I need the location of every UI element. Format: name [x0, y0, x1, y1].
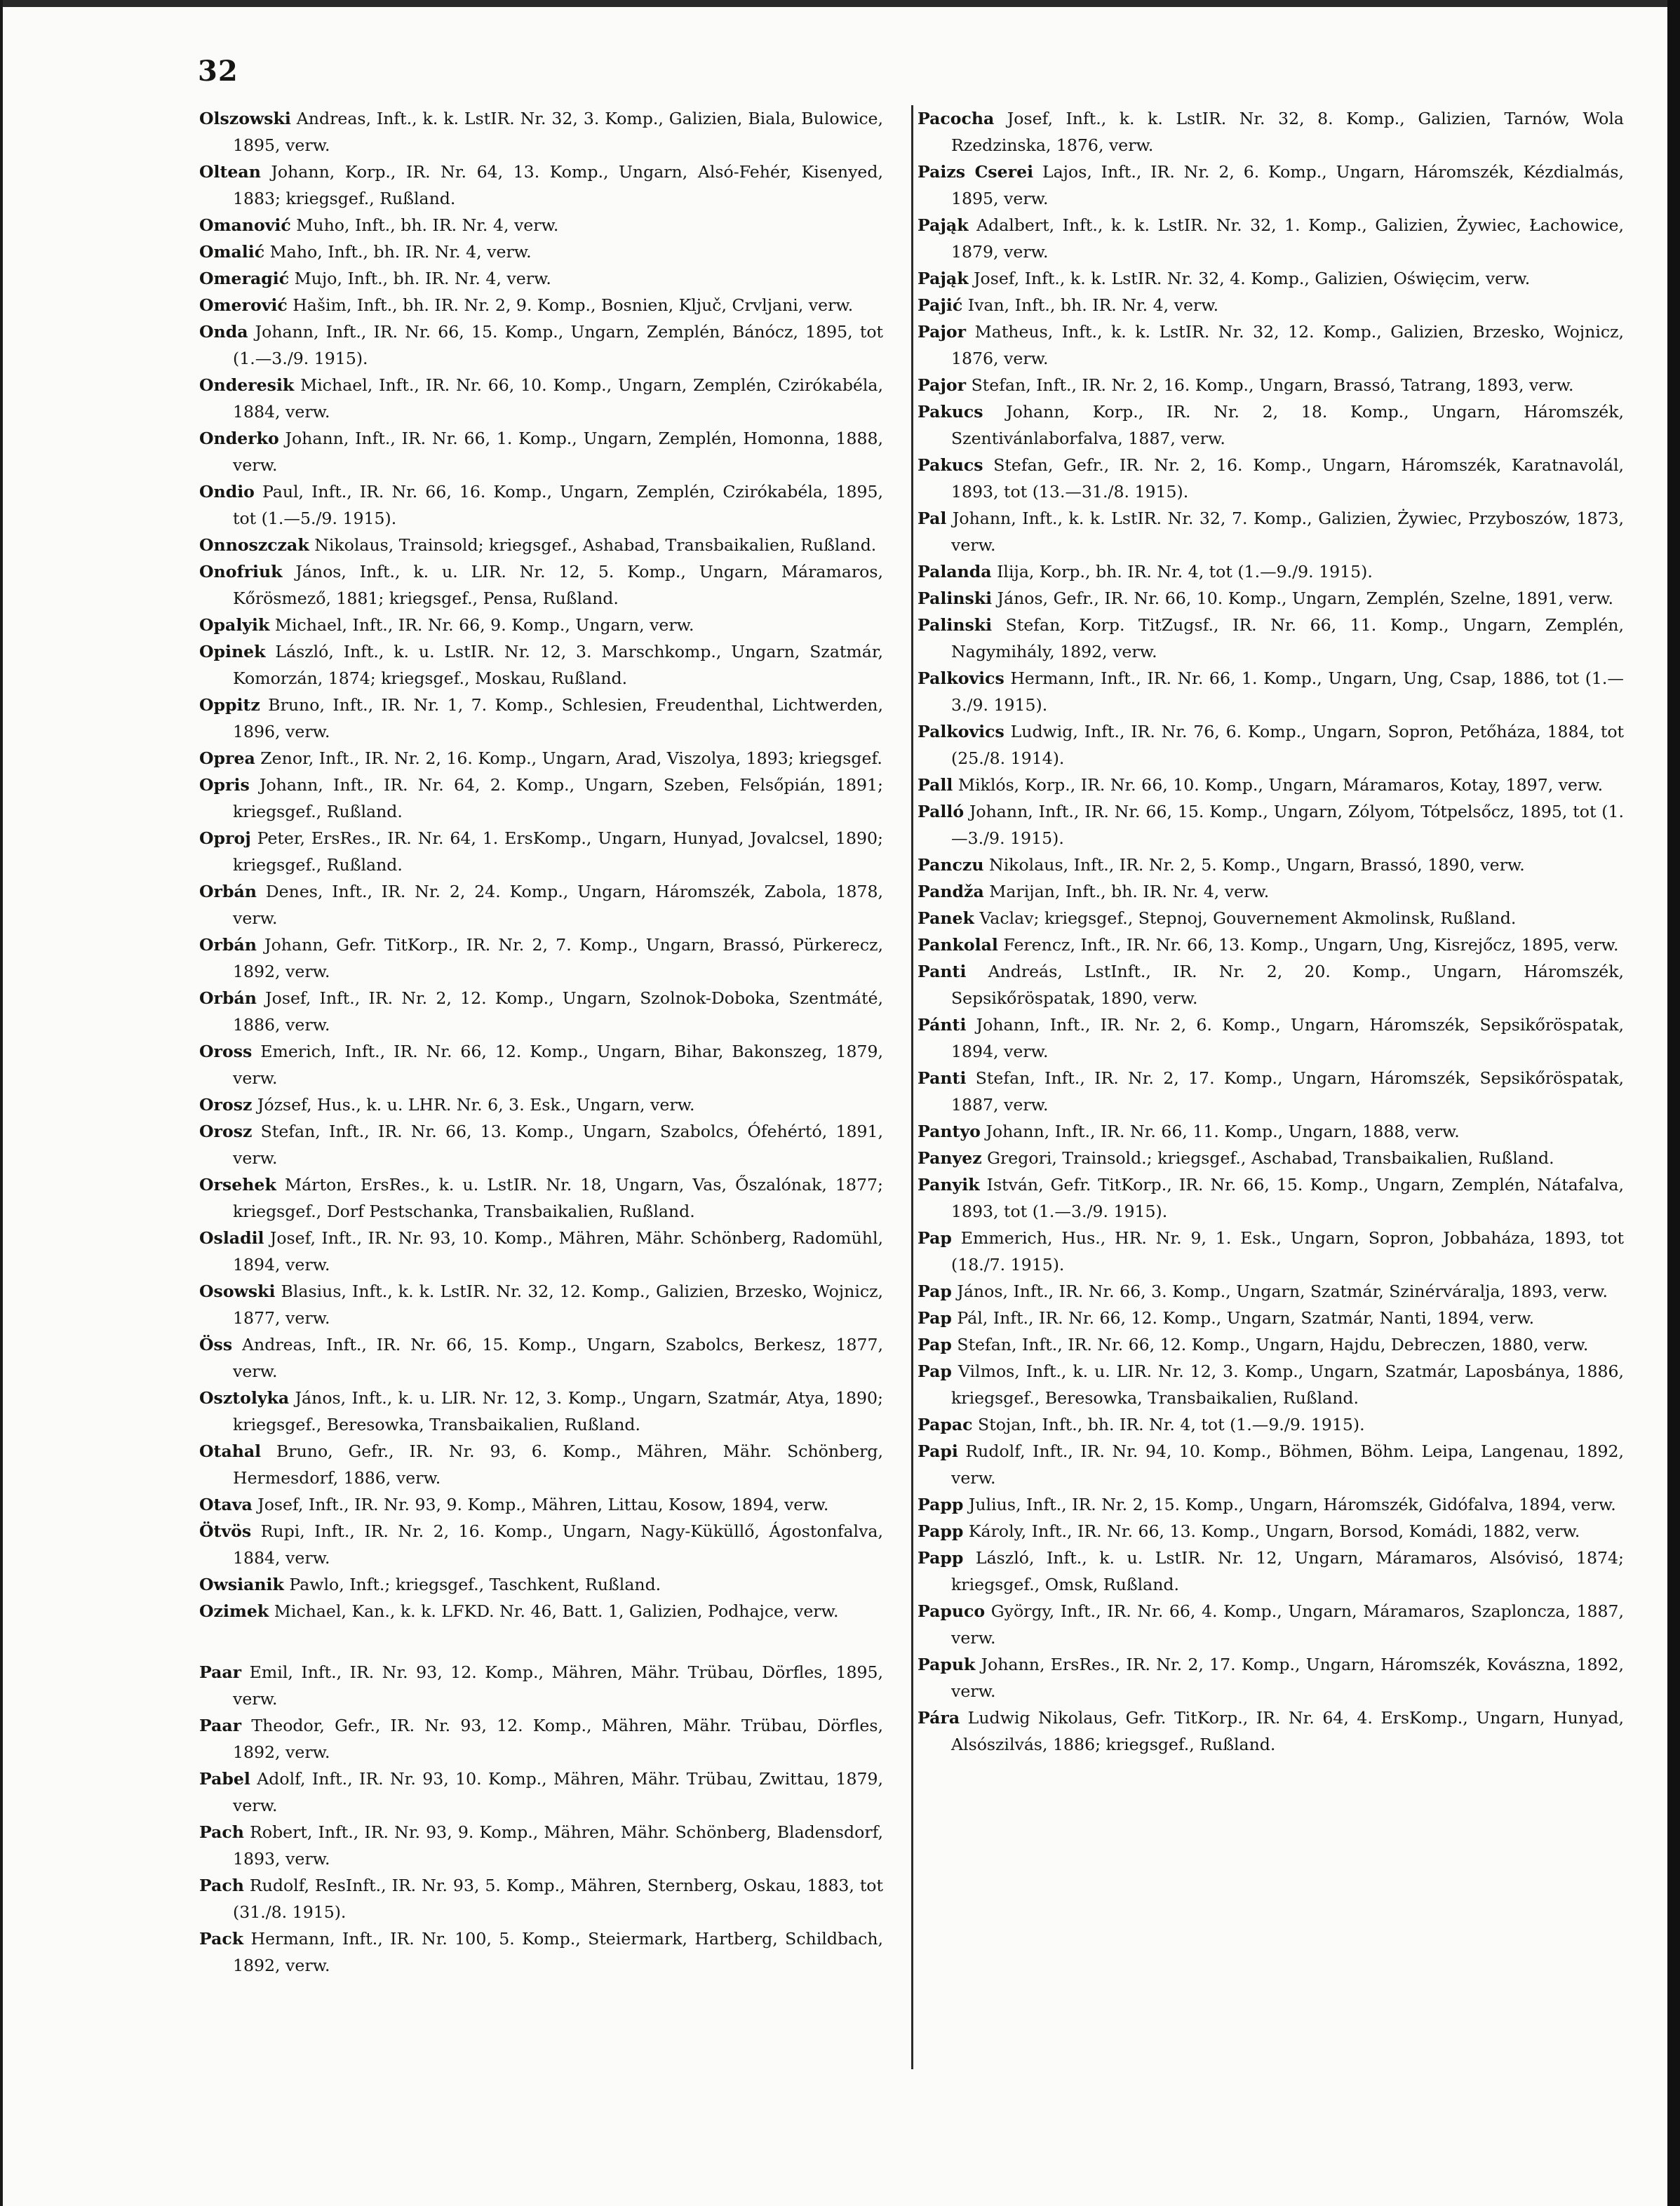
surname: Papp — [918, 1521, 964, 1541]
surname: Pajić — [918, 295, 963, 315]
casualty-entry — [918, 1225, 1624, 1278]
casualty-entry — [199, 638, 883, 692]
casualty-entry — [918, 159, 1624, 212]
surname: Omalić — [199, 242, 265, 262]
entry-details: Adalbert, Inft., k. k. LstIR. Nr. 32, 1. Komp., Galizien, Żywiec, Łachowice, 1879, verw. — [951, 215, 1624, 262]
casualty-entry — [918, 105, 1624, 159]
surname: Palinski — [918, 589, 993, 608]
entry-details: Vaclav; kriegsgef., Stepnoj, Gouvernement Akmolinsk, Rußland. — [979, 908, 1517, 928]
surname: Pajor — [918, 375, 967, 395]
casualty-entry — [199, 1278, 883, 1331]
surname: Oppitz — [199, 695, 260, 715]
entry-details: Márton, ErsRes., k. u. LstIR. Nr. 18, Ungarn, Vas, Őszalónak, 1877; kriegsgef., Dorf Pestschanka, Transbaikalien, Rußland. — [233, 1175, 884, 1221]
casualty-entry — [918, 1545, 1624, 1598]
casualty-entry — [918, 798, 1624, 852]
casualty-entry — [199, 878, 883, 932]
entry-details: Pál, Inft., IR. Nr. 66, 12. Komp., Ungarn, Szatmár, Nanti, 1894, verw. — [957, 1308, 1535, 1328]
surname: Pap — [918, 1228, 952, 1248]
casualty-entry — [199, 612, 883, 638]
casualty-entry — [918, 1305, 1624, 1331]
entry-details: Johann, Inft., IR. Nr. 64, 2. Komp., Ungarn, Szeben, Felsőpián, 1891; kriegsgef., Rußland. — [233, 775, 883, 821]
entry-details: Josef, Inft., k. k. LstIR. Nr. 32, 8. Komp., Galizien, Tarnów, Wola Rzedzinska, 1876, verw. — [951, 109, 1624, 155]
entry-details: Rudolf, ResInft., IR. Nr. 93, 5. Komp., Mähren, Sternberg, Oskau, 1883, tot (31./8. 1915). — [233, 1876, 883, 1922]
surname: Opalyik — [199, 615, 270, 635]
casualty-entry — [199, 265, 883, 292]
surname: Oltean — [199, 162, 261, 182]
entry-details: Johann, Inft., k. k. LstIR. Nr. 32, 7. Komp., Galizien, Żywiec, Przyboszów, 1873, verw. — [951, 509, 1625, 555]
entry-details: Josef, Inft., k. k. LstIR. Nr. 32, 4. Komp., Galizien, Oświęcim, verw. — [974, 269, 1531, 288]
surname: Opris — [199, 775, 250, 795]
entry-details: Hermann, Inft., IR. Nr. 66, 1. Komp., Ungarn, Ung, Csap, 1886, tot (1.—3./9. 1915). — [951, 668, 1624, 715]
casualty-entry — [199, 1518, 883, 1571]
casualty-entry — [918, 1518, 1624, 1545]
casualty-entry — [918, 1171, 1624, 1225]
casualty-entry — [199, 212, 883, 238]
surname: Papp — [918, 1548, 964, 1568]
surname: Panyez — [918, 1148, 982, 1168]
entry-details: János, Gefr., IR. Nr. 66, 10. Komp., Ungarn, Zemplén, Szelne, 1891, verw. — [997, 589, 1613, 608]
casualty-entry — [199, 1118, 883, 1171]
surname: Pánti — [918, 1015, 967, 1035]
casualty-entry — [199, 1385, 883, 1438]
entry-details: János, Inft., k. u. LIR. Nr. 12, 3. Komp., Ungarn, Szatmár, Atya, 1890; kriegsgef., Beresowka, Transbaikalien, Rußland. — [233, 1388, 883, 1434]
entry-details: Josef, Inft., IR. Nr. 93, 9. Komp., Mähren, Littau, Kosow, 1894, verw. — [257, 1495, 829, 1514]
casualty-entry — [918, 1411, 1624, 1438]
surname: Pal — [918, 509, 947, 528]
casualty-entry — [918, 878, 1624, 905]
surname: Osowski — [199, 1282, 276, 1301]
surname: Panek — [918, 908, 974, 928]
entry-details: Andreás, LstInft., IR. Nr. 2, 20. Komp., Ungarn, Háromszék, Sepsikőröspatak, 1890, verw. — [951, 962, 1625, 1008]
column-divider — [911, 105, 913, 2069]
surname: Pająk — [918, 269, 969, 288]
entry-details: Andreas, Inft., k. k. LstIR. Nr. 32, 3. Komp., Galizien, Biala, Bulowice, 1895, verw. — [233, 109, 883, 155]
entry-details: Stefan, Gefr., IR. Nr. 2, 16. Komp., Ungarn, Háromszék, Karatnavolál, 1893, tot (13.—31./8. 1915). — [951, 455, 1625, 502]
surname: Onda — [199, 322, 248, 342]
entry-details: Bruno, Inft., IR. Nr. 1, 7. Komp., Schlesien, Freudenthal, Lichtwerden, 1896, verw. — [233, 695, 884, 741]
casualty-entry — [199, 1225, 883, 1278]
casualty-entry — [199, 1598, 883, 1625]
casualty-entry — [199, 745, 883, 772]
casualty-entry — [199, 1331, 883, 1385]
entry-details: Pawlo, Inft.; kriegsgef., Taschkent, Rußland. — [289, 1575, 661, 1594]
scan-top-edge — [0, 0, 1680, 7]
surname: Paizs Cserei — [918, 162, 1034, 182]
casualty-entry — [918, 372, 1624, 398]
surname: Pandža — [918, 882, 984, 901]
surname: Onderko — [199, 429, 279, 448]
surname: Onderesik — [199, 375, 295, 395]
casualty-entry — [918, 1704, 1624, 1758]
entry-details: Ilija, Korp., bh. IR. Nr. 4, tot (1.—9./9. 1915). — [997, 562, 1373, 581]
casualty-entry — [918, 318, 1624, 372]
entry-details: Stojan, Inft., bh. IR. Nr. 4, tot (1.—9./9. 1915). — [978, 1415, 1365, 1434]
surname: Pára — [918, 1708, 960, 1728]
casualty-entry — [199, 558, 883, 612]
casualty-entry — [918, 212, 1624, 265]
surname: Pająk — [918, 215, 969, 235]
casualty-entry — [199, 1712, 883, 1766]
surname: Ötvös — [199, 1521, 252, 1541]
casualty-entry — [918, 1358, 1624, 1411]
entry-details: Johann, Korp., IR. Nr. 2, 18. Komp., Ungarn, Háromszék, Szentivánlaborfalva, 1887, verw. — [951, 402, 1625, 448]
surname: Pap — [918, 1335, 952, 1354]
surname: Pakucs — [918, 455, 983, 475]
entry-details: János, Inft., IR. Nr. 66, 3. Komp., Ungarn, Szatmár, Szinérváralja, 1893, verw. — [957, 1282, 1608, 1301]
surname: Owsianik — [199, 1575, 284, 1594]
entry-details: Stefan, Inft., IR. Nr. 66, 12. Komp., Ungarn, Hajdu, Debreczen, 1880, verw. — [957, 1335, 1589, 1354]
surname: Onofriuk — [199, 562, 283, 581]
entry-details: Ludwig, Inft., IR. Nr. 76, 6. Komp., Ungarn, Sopron, Petőháza, 1884, tot (25./8. 1914). — [951, 722, 1625, 768]
casualty-entry — [918, 1145, 1624, 1171]
entry-details: Johann, Inft., IR. Nr. 66, 15. Komp., Ungarn, Zemplén, Bánócz, 1895, tot (1.—3./9. 1915). — [233, 322, 884, 368]
casualty-entry — [918, 1491, 1624, 1518]
entry-details: György, Inft., IR. Nr. 66, 4. Komp., Ungarn, Máramaros, Szaploncza, 1887, verw. — [951, 1601, 1625, 1648]
casualty-entry — [199, 772, 883, 825]
casualty-entry — [918, 718, 1624, 772]
entry-details: Julius, Inft., IR. Nr. 2, 15. Komp., Ungarn, Háromszék, Gidófalva, 1894, verw. — [968, 1495, 1616, 1514]
surname: Panti — [918, 962, 967, 981]
entry-details: Miklós, Korp., IR. Nr. 66, 10. Komp., Ungarn, Máramaros, Kotay, 1897, verw. — [957, 775, 1604, 795]
casualty-entry — [199, 159, 883, 212]
surname: Papuk — [918, 1655, 976, 1674]
surname: Papi — [918, 1441, 958, 1461]
entry-details: Hašim, Inft., bh. IR. Nr. 2, 9. Komp., Bosnien, Ključ, Crvljani, verw. — [293, 295, 854, 315]
casualty-entry — [918, 612, 1624, 665]
surname: Panczu — [918, 855, 984, 875]
surname: Opinek — [199, 642, 266, 661]
surname: Onnoszczak — [199, 535, 309, 555]
surname: Pajor — [918, 322, 967, 342]
surname: Orbán — [199, 988, 257, 1008]
entry-details: Stefan, Inft., IR. Nr. 66, 13. Komp., Ungarn, Szabolcs, Ófehértó, 1891, verw. — [233, 1122, 883, 1168]
casualty-entry — [918, 852, 1624, 878]
entry-details: Marijan, Inft., bh. IR. Nr. 4, verw. — [989, 882, 1270, 901]
surname: Pach — [199, 1822, 244, 1842]
entry-details: Andreas, Inft., IR. Nr. 66, 15. Komp., Ungarn, Szabolcs, Berkesz, 1877, verw. — [233, 1335, 883, 1381]
surname: Ozimek — [199, 1601, 269, 1621]
casualty-entry — [918, 265, 1624, 292]
casualty-entry — [918, 772, 1624, 798]
casualty-entry — [199, 1819, 883, 1872]
surname: Omanović — [199, 215, 291, 235]
entry-details: Emmerich, Hus., HR. Nr. 9, 1. Esk., Ungarn, Sopron, Jobbaháza, 1893, tot (18./7. 1915). — [951, 1228, 1624, 1274]
entry-details: Ludwig Nikolaus, Gefr. TitKorp., IR. Nr. 64, 4. ErsKomp., Ungarn, Hunyad, Alsószilvás, 1886; kriegsgef., Rußland. — [951, 1708, 1624, 1754]
casualty-entry — [918, 1011, 1624, 1065]
surname: Otahal — [199, 1441, 262, 1461]
entry-details: Michael, Inft., IR. Nr. 66, 10. Komp., Ungarn, Zemplén, Czirókabéla, 1884, verw. — [233, 375, 884, 422]
entry-details: László, Inft., k. u. LstIR. Nr. 12, 3. Marschkomp., Ungarn, Szatmár, Komorzán, 1874; kriegsgef., Moskau, Rußland. — [233, 642, 883, 688]
surname: Pakucs — [918, 402, 983, 422]
surname: Papuco — [918, 1601, 986, 1621]
surname: Paar — [199, 1716, 242, 1735]
entry-details: Johann, Inft., IR. Nr. 66, 15. Komp., Ungarn, Zólyom, Tótpelsőcz, 1895, tot (1.—3./9. 1915). — [951, 802, 1625, 848]
casualty-entry — [199, 825, 883, 878]
casualty-entry — [199, 1571, 883, 1598]
surname: Omerović — [199, 295, 288, 315]
surname: Olszowski — [199, 109, 291, 128]
casualty-entry — [199, 292, 883, 318]
entry-details: Mujo, Inft., bh. IR. Nr. 4, verw. — [294, 269, 551, 288]
surname: Oproj — [199, 828, 251, 848]
surname: Palanda — [918, 562, 992, 581]
surname: Orosz — [199, 1122, 253, 1141]
entry-details: Nikolaus, Inft., IR. Nr. 2, 5. Komp., Ungarn, Brassó, 1890, verw. — [988, 855, 1525, 875]
casualty-entry — [199, 318, 883, 372]
casualty-entry — [918, 505, 1624, 558]
casualty-entry — [199, 105, 883, 159]
casualty-entry — [918, 1118, 1624, 1145]
surname: Oprea — [199, 748, 255, 768]
entry-details: Adolf, Inft., IR. Nr. 93, 10. Komp., Mähren, Mähr. Trübau, Zwittau, 1879, verw. — [233, 1769, 883, 1815]
surname: Palló — [918, 802, 965, 821]
surname: Pantyo — [918, 1122, 981, 1141]
page-number: 32 — [198, 55, 238, 88]
entry-details: Vilmos, Inft., k. u. LIR. Nr. 12, 3. Komp., Ungarn, Szatmár, Laposbánya, 1886, kriegsgef., Beresowka, Transbaikalien, Rußland. — [951, 1361, 1625, 1408]
casualty-entry — [918, 398, 1624, 452]
entry-details: Johann, Gefr. TitKorp., IR. Nr. 2, 7. Komp., Ungarn, Brassó, Pürkerecz, 1892, verw. — [233, 935, 884, 981]
surname: Orbán — [199, 882, 257, 901]
entry-details: Stefan, Inft., IR. Nr. 2, 16. Komp., Ungarn, Brassó, Tatrang, 1893, verw. — [971, 375, 1574, 395]
entry-details: Johann, Korp., IR. Nr. 64, 13. Komp., Ungarn, Alsó-Fehér, Kisenyed, 1883; kriegsgef., Rußland. — [233, 162, 883, 208]
surname: Pap — [918, 1282, 952, 1301]
entry-details: József, Hus., k. u. LHR. Nr. 6, 3. Esk., Ungarn, verw. — [257, 1095, 695, 1115]
casualty-entry — [199, 932, 883, 985]
casualty-entry — [918, 905, 1624, 932]
casualty-entry — [199, 1038, 883, 1091]
entry-details: Peter, ErsRes., IR. Nr. 64, 1. ErsKomp., Ungarn, Hunyad, Jovalcsel, 1890; kriegsgef., Rußland. — [233, 828, 883, 875]
entry-details: Rupi, Inft., IR. Nr. 2, 16. Komp., Ungarn, Nagy-Küküllő, Ágostonfalva, 1884, verw. — [233, 1521, 883, 1568]
surname: Pap — [918, 1361, 952, 1381]
surname: Pach — [199, 1876, 244, 1895]
entry-details: Josef, Inft., IR. Nr. 93, 10. Komp., Mähren, Mähr. Schönberg, Radomühl, 1894, verw. — [233, 1228, 883, 1274]
entry-details: Paul, Inft., IR. Nr. 66, 16. Komp., Ungarn, Zemplén, Czirókabéla, 1895, tot (1.—5./9. 1915). — [233, 482, 883, 528]
casualty-entry — [199, 1925, 883, 1979]
surname: Otava — [199, 1495, 253, 1514]
surname: Panyik — [918, 1175, 980, 1195]
entry-details: Gregori, Trainsold.; kriegsgef., Aschabad, Transbaikalien, Rußland. — [987, 1148, 1554, 1168]
entry-details: Matheus, Inft., k. k. LstIR. Nr. 32, 12. Komp., Galizien, Brzesko, Wojnicz, 1876, verw. — [951, 322, 1625, 368]
casualty-entry — [199, 692, 883, 745]
casualty-entry — [199, 1091, 883, 1118]
casualty-entry — [199, 372, 883, 425]
entry-details: Johann, Inft., IR. Nr. 66, 1. Komp., Ungarn, Zemplén, Homonna, 1888, verw. — [233, 429, 884, 475]
entry-details: Johann, ErsRes., IR. Nr. 2, 17. Komp., Ungarn, Háromszék, Kovászna, 1892, verw. — [951, 1655, 1624, 1701]
surname: Palkovics — [918, 668, 1004, 688]
casualty-entry — [199, 1766, 883, 1819]
entry-details: Robert, Inft., IR. Nr. 93, 9. Komp., Mähren, Mähr. Schönberg, Bladensdorf, 1893, verw. — [233, 1822, 884, 1869]
casualty-entry — [918, 1278, 1624, 1305]
surname: Osztolyka — [199, 1388, 290, 1408]
surname: Pack — [199, 1929, 244, 1949]
entry-details: Maho, Inft., bh. IR. Nr. 4, verw. — [269, 242, 532, 262]
entry-details: Lajos, Inft., IR. Nr. 2, 6. Komp., Ungarn, Háromszék, Kézdialmás, 1895, verw. — [951, 162, 1625, 208]
casualty-entry — [199, 532, 883, 558]
casualty-entry — [918, 1331, 1624, 1358]
right-column — [918, 105, 1624, 1758]
surname: Pankolal — [918, 935, 998, 955]
casualty-entry — [918, 558, 1624, 585]
surname: Papac — [918, 1415, 973, 1434]
surname: Palinski — [918, 615, 993, 635]
scan-right-edge — [1667, 0, 1680, 2206]
casualty-entry — [199, 1438, 883, 1491]
surname: Panti — [918, 1068, 967, 1088]
entry-details: János, Inft., k. u. LIR. Nr. 12, 5. Komp., Ungarn, Máramaros, Kőrösmező, 1881; kriegsgef., Pensa, Rußland. — [233, 562, 883, 608]
surname: Palkovics — [918, 722, 1004, 741]
casualty-entry — [918, 932, 1624, 958]
surname: Omeragić — [199, 269, 290, 288]
entry-details: Michael, Inft., IR. Nr. 66, 9. Komp., Ungarn, verw. — [274, 615, 694, 635]
entry-details: Nikolaus, Trainsold; kriegsgef., Ashabad, Transbaikalien, Rußland. — [314, 535, 877, 555]
entry-details: Ferencz, Inft., IR. Nr. 66, 13. Komp., Ungarn, Ung, Kisrejőcz, 1895, verw. — [1003, 935, 1619, 955]
surname: Ondio — [199, 482, 255, 502]
casualty-entry — [918, 1598, 1624, 1651]
entry-details: Emil, Inft., IR. Nr. 93, 12. Komp., Mähren, Mähr. Trübau, Dörfles, 1895, verw. — [233, 1662, 883, 1709]
surname: Orosz — [199, 1095, 253, 1115]
entry-details: Károly, Inft., IR. Nr. 66, 13. Komp., Ungarn, Borsod, Komádi, 1882, verw. — [968, 1521, 1580, 1541]
entry-details: Johann, Inft., IR. Nr. 2, 6. Komp., Ungarn, Háromszék, Sepsikőröspatak, 1894, verw. — [951, 1015, 1624, 1061]
casualty-entry — [918, 585, 1624, 612]
entry-details: Johann, Inft., IR. Nr. 66, 11. Komp., Ungarn, 1888, verw. — [986, 1122, 1460, 1141]
surname: Pap — [918, 1308, 952, 1328]
casualty-entry — [918, 292, 1624, 318]
casualty-entry — [918, 665, 1624, 718]
scan-left-edge — [0, 0, 3, 2206]
left-column — [199, 105, 883, 1979]
entry-details: László, Inft., k. u. LstIR. Nr. 12, Ungarn, Máramaros, Alsóvisó, 1874; kriegsgef., Omsk, Rußland. — [951, 1548, 1624, 1594]
casualty-entry — [199, 1491, 883, 1518]
entry-details: Stefan, Inft., IR. Nr. 2, 17. Komp., Ungarn, Háromszék, Sepsikőröspatak, 1887, verw. — [951, 1068, 1624, 1115]
entry-details: Stefan, Korp. TitZugsf., IR. Nr. 66, 11. Komp., Ungarn, Zemplén, Nagymihály, 1892, verw. — [951, 615, 1624, 661]
surname: Orbán — [199, 935, 257, 955]
entry-details: Michael, Kan., k. k. LFKD. Nr. 46, Batt. 1, Galizien, Podhajce, verw. — [274, 1601, 839, 1621]
casualty-entry — [199, 1659, 883, 1712]
entry-details: Rudolf, Inft., IR. Nr. 94, 10. Komp., Böhmen, Böhm. Leipa, Langenau, 1892, verw. — [951, 1441, 1624, 1488]
surname: Oross — [199, 1042, 253, 1061]
surname: Papp — [918, 1495, 964, 1514]
entry-details: Bruno, Gefr., IR. Nr. 93, 6. Komp., Mähren, Mähr. Schönberg, Hermesdorf, 1886, verw. — [233, 1441, 883, 1488]
casualty-entry — [918, 1438, 1624, 1491]
surname: Pacocha — [918, 109, 995, 128]
entry-details: Emerich, Inft., IR. Nr. 66, 12. Komp., Ungarn, Bihar, Bakonszeg, 1879, verw. — [233, 1042, 884, 1088]
entry-details: Muho, Inft., bh. IR. Nr. 4, verw. — [296, 215, 559, 235]
surname: Osladil — [199, 1228, 264, 1248]
casualty-entry — [199, 1872, 883, 1925]
casualty-entry — [199, 478, 883, 532]
casualty-entry — [918, 452, 1624, 505]
entry-details: István, Gefr. TitKorp., IR. Nr. 66, 15. Komp., Ungarn, Zemplén, Nátafalva, 1893, tot (1.—3./9. 1915). — [951, 1175, 1624, 1221]
surname: Pabel — [199, 1769, 250, 1789]
surname: Orsehek — [199, 1175, 276, 1195]
entry-details: Theodor, Gefr., IR. Nr. 93, 12. Komp., Mähren, Mähr. Trübau, Dörfles, 1892, verw. — [233, 1716, 883, 1762]
casualty-entry — [918, 1651, 1624, 1704]
entry-details: Blasius, Inft., k. k. LstIR. Nr. 32, 12. Komp., Galizien, Brzesko, Wojnicz, 1877, verw. — [233, 1282, 884, 1328]
casualty-entry — [918, 958, 1624, 1011]
entry-details: Hermann, Inft., IR. Nr. 100, 5. Komp., Steiermark, Hartberg, Schildbach, 1892, verw. — [233, 1929, 884, 1975]
casualty-entry — [918, 1065, 1624, 1118]
entry-details: Zenor, Inft., IR. Nr. 2, 16. Komp., Ungarn, Arad, Viszolya, 1893; kriegsgef. — [260, 748, 882, 768]
entry-details: Josef, Inft., IR. Nr. 2, 12. Komp., Ungarn, Szolnok-Doboka, Szentmáté, 1886, verw. — [233, 988, 884, 1035]
casualty-entry — [199, 238, 883, 265]
casualty-entry — [199, 985, 883, 1038]
entry-details: Denes, Inft., IR. Nr. 2, 24. Komp., Ungarn, Háromszék, Zabola, 1878, verw. — [233, 882, 884, 928]
casualty-entry — [199, 1171, 883, 1225]
surname: Pall — [918, 775, 953, 795]
casualty-entry — [199, 425, 883, 478]
surname: Paar — [199, 1662, 242, 1682]
surname: Öss — [199, 1335, 233, 1354]
entry-details: Ivan, Inft., bh. IR. Nr. 4, verw. — [967, 295, 1219, 315]
